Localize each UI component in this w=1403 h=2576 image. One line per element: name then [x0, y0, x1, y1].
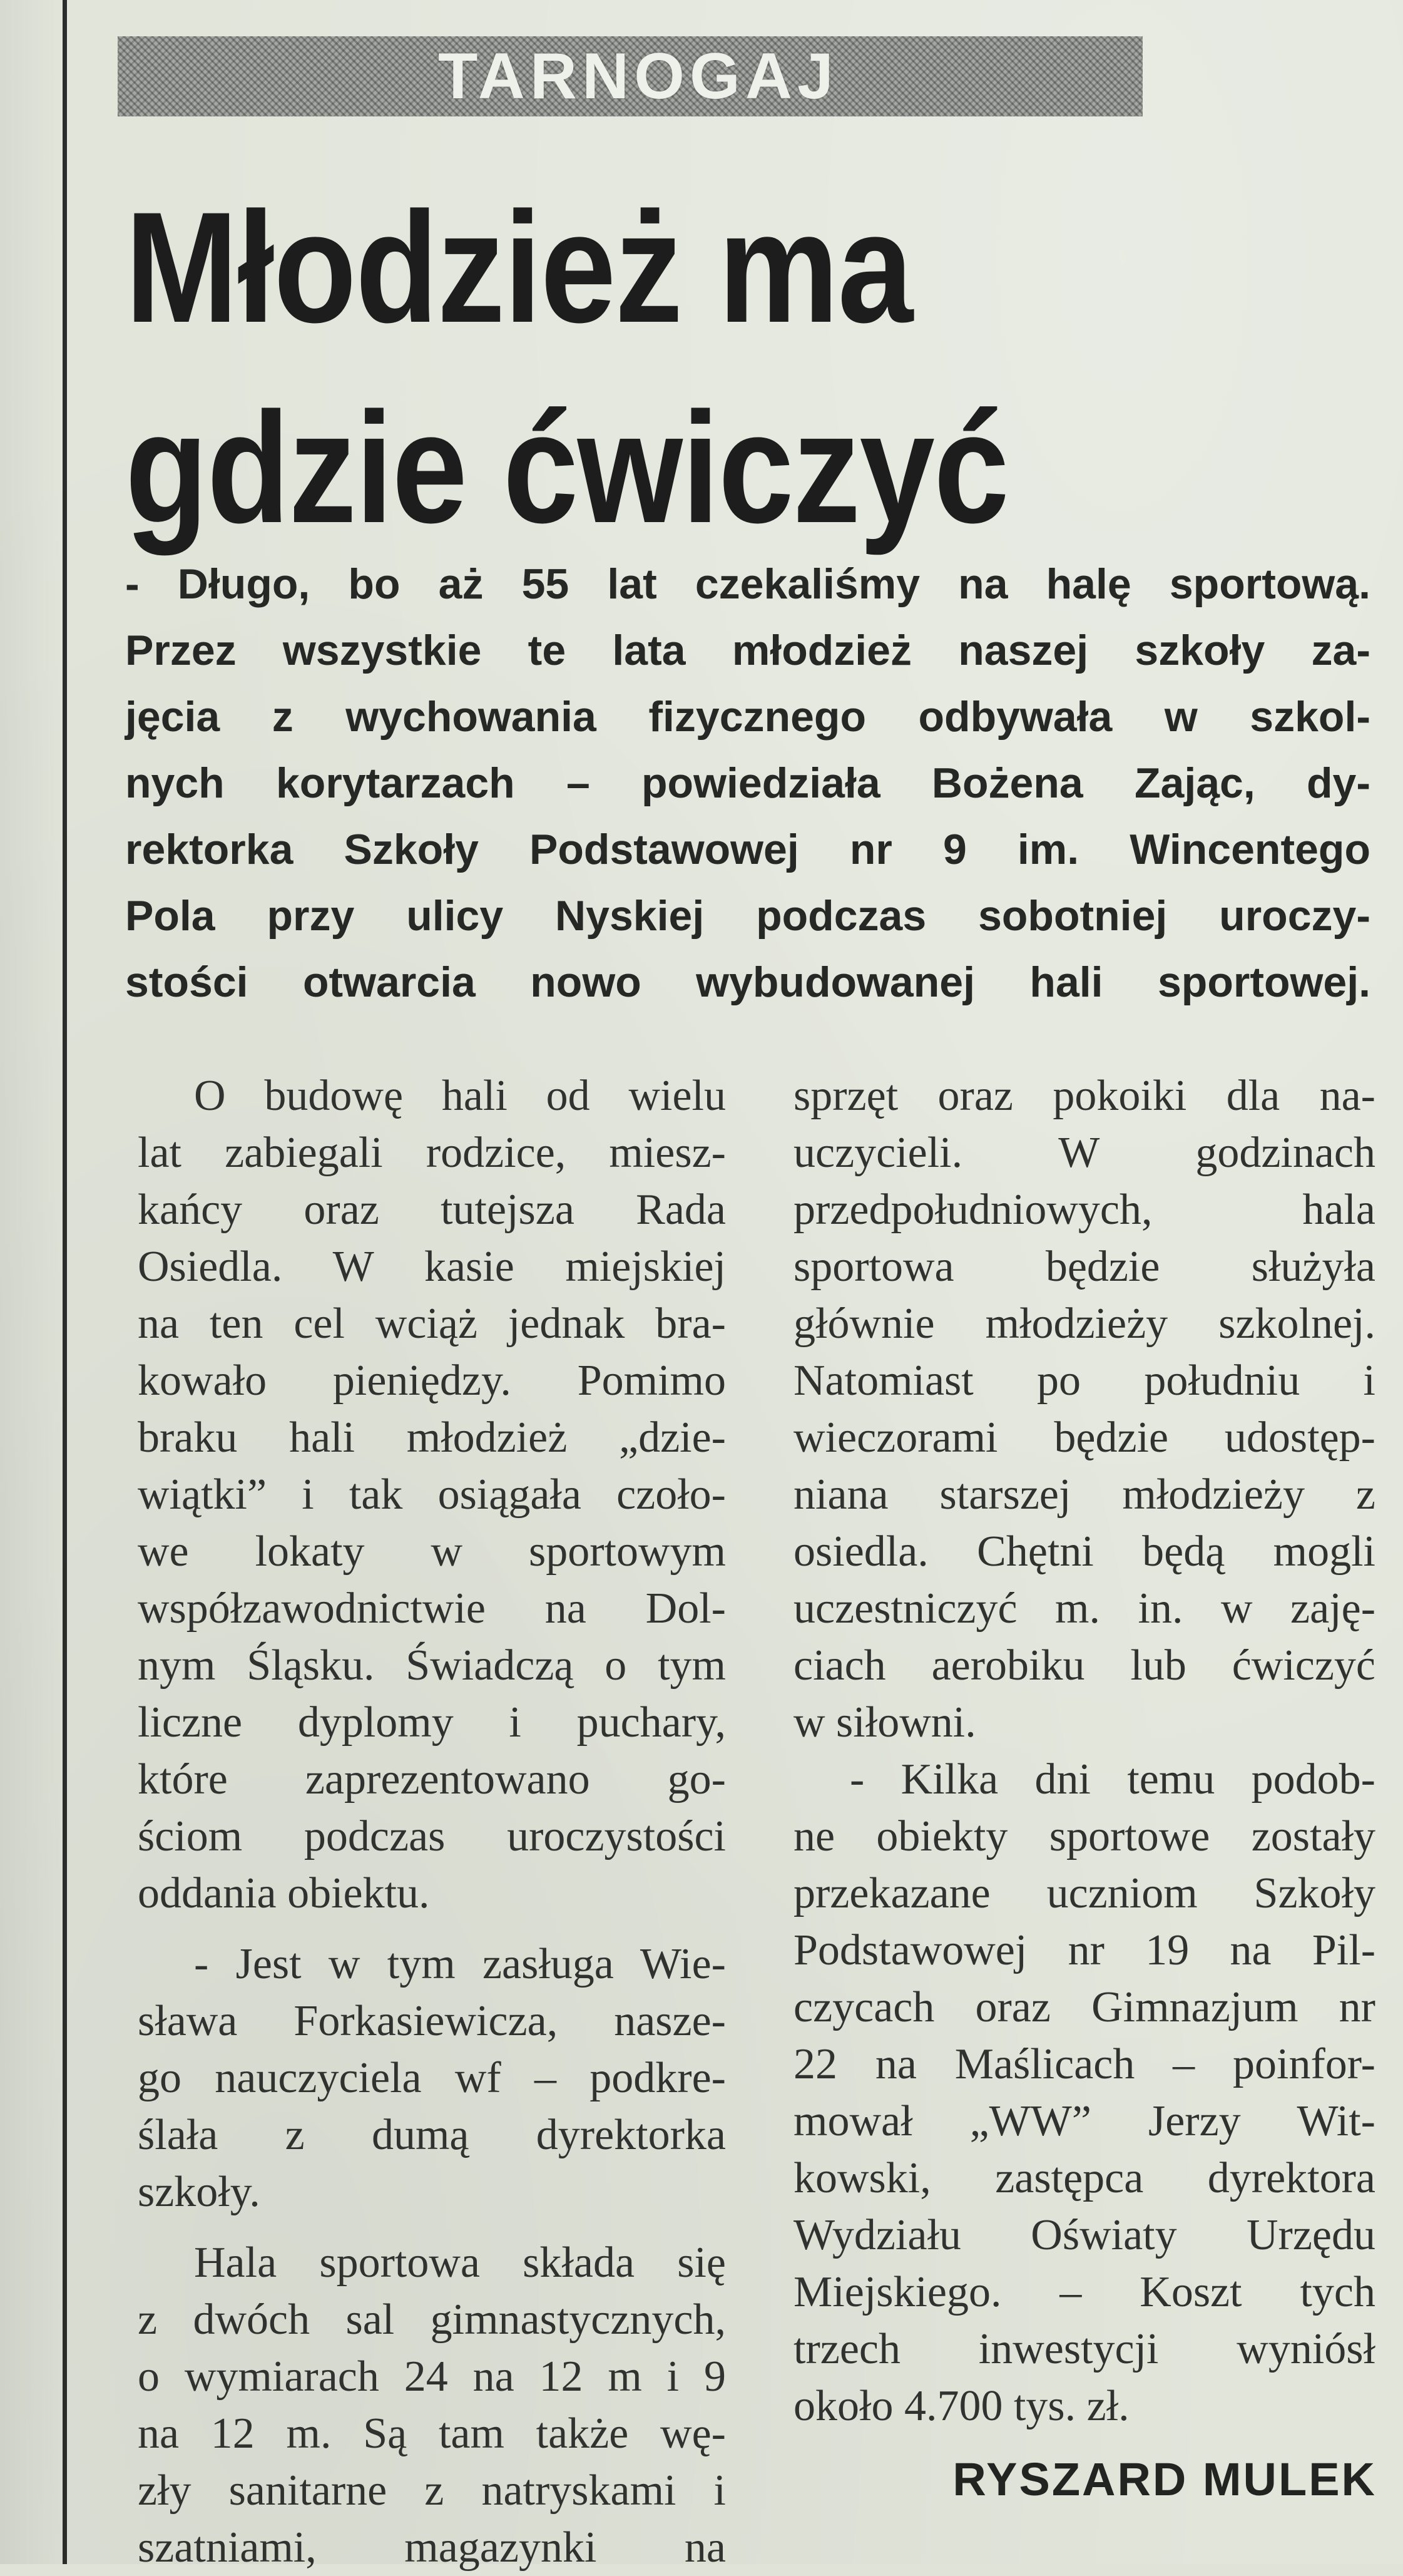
body-line: z dwóch sal gimnastycznych,: [138, 2296, 726, 2344]
body-line: zły sanitarne z natryskami i: [138, 2466, 726, 2515]
body-line: we lokaty w sportowym: [138, 1527, 726, 1576]
body-line: przedpołudniowych, hala: [793, 1186, 1375, 1234]
body-line: O budowę hali od wielu: [194, 1072, 726, 1120]
body-line: - Kilka dni temu podob-: [850, 1755, 1375, 1804]
body-line: niana starszej młodzieży z: [793, 1470, 1375, 1519]
body-line: Natomiast po południu i: [793, 1357, 1375, 1405]
body-line: współzawodnictwie na Dol-: [138, 1584, 726, 1633]
body-line: kańcy oraz tutejsza Rada: [138, 1186, 726, 1234]
body-line: głównie młodzieży szkolnej.: [793, 1300, 1375, 1348]
page-edge-shadow: [0, 0, 63, 2564]
paragraph-gap: [138, 1922, 726, 1936]
body-line: około 4.700 tys. zł.: [793, 2382, 1130, 2430]
lead-line: jęcia z wychowania fizycznego odbywała w szkol-: [125, 693, 1370, 741]
body-line: lat zabiegali rodzice, miesz-: [138, 1129, 726, 1177]
body-line: o wymiarach 24 na 12 m i 9: [138, 2353, 726, 2401]
body-column-left: [138, 1067, 726, 2576]
left-column-rule: [63, 0, 67, 2564]
body-line: oddania obiektu.: [138, 1869, 430, 1917]
body-line: które zaprezentowano go-: [138, 1755, 726, 1804]
author-byline: RYSZARD MULEK: [952, 2453, 1377, 2505]
body-line: - Jest w tym zasługa Wie-: [194, 1940, 726, 1988]
body-column-right: [793, 1067, 1375, 2435]
body-line: trzech inwestycji wyniósł: [793, 2325, 1375, 2373]
lead-line: Przez wszystkie te lata młodzież naszej szkoły za-: [125, 627, 1370, 674]
body-line: ślała z dumą dyrektorka: [138, 2111, 726, 2159]
body-line: na 12 m. Są tam także wę-: [138, 2409, 726, 2458]
body-line: wieczorami będzie udostęp-: [793, 1414, 1375, 1462]
body-line: uczestniczyć m. in. w zaję-: [793, 1584, 1375, 1633]
body-line: sława Forkasiewicza, nasze-: [138, 1997, 726, 2045]
body-line: kowało pieniędzy. Pomimo: [138, 1357, 726, 1405]
body-line: na ten cel wciąż jednak bra-: [138, 1300, 726, 1348]
body-line: ściom podczas uroczystości: [138, 1812, 726, 1860]
body-line: ciach aerobiku lub ćwiczyć: [793, 1641, 1375, 1690]
body-line: wiątki” i tak osiągała czoło-: [138, 1470, 726, 1519]
paragraph-gap: [138, 2220, 726, 2234]
body-line: liczne dyplomy i puchary,: [138, 1698, 726, 1747]
body-line: go nauczyciela wf – podkre-: [138, 2054, 726, 2102]
lead-line: - Długo, bo aż 55 lat czekaliśmy na halę sportową.: [125, 560, 1370, 608]
lead-line: stości otwarcia nowo wybudowanej hali sportowej.: [125, 958, 1370, 1006]
section-label: TARNOGAJ: [438, 40, 839, 113]
body-line: Miejskiego. – Koszt tych: [793, 2268, 1375, 2316]
article-headline: [125, 168, 1148, 568]
body-line: w siłowni.: [793, 1698, 976, 1747]
lead-line: nych korytarzach – powiedziała Bożena Zając, dy-: [125, 759, 1370, 807]
body-line: sprzęt oraz pokoiki dla na-: [793, 1072, 1375, 1120]
body-line: Podstawowej nr 19 na Pil-: [793, 1926, 1375, 1974]
body-line: Hala sportowa składa się: [194, 2239, 726, 2287]
body-line: przekazane uczniom Szkoły: [793, 1869, 1375, 1917]
body-line: braku hali młodzież „dzie-: [138, 1414, 726, 1462]
body-line: kowski, zastępca dyrektora: [793, 2154, 1375, 2202]
body-line: Wydziału Oświaty Urzędu: [793, 2211, 1375, 2259]
body-line: czycach oraz Gimnazjum nr: [793, 1983, 1375, 2031]
headline-line-2: gdzie ćwiczyć: [125, 380, 1008, 556]
headline-line-1: Młodzież ma: [125, 180, 912, 356]
body-line: sportowa będzie służyła: [793, 1243, 1375, 1291]
body-line: mował „WW” Jerzy Wit-: [793, 2097, 1375, 2145]
lead-line: Pola przy ulicy Nyskiej podczas sobotniej uroczy-: [125, 892, 1370, 940]
body-line: osiedla. Chętni będą mogli: [793, 1527, 1375, 1576]
body-line: nym Śląsku. Świadczą o tym: [138, 1641, 726, 1690]
body-line: ne obiekty sportowe zostały: [793, 1812, 1375, 1860]
article-lead: [125, 551, 1370, 1015]
body-line: 22 na Maślicach – poinfor-: [793, 2040, 1375, 2088]
body-line: Osiedla. W kasie miejskiej: [138, 1243, 726, 1291]
body-line: szkoły.: [138, 2168, 260, 2216]
body-line: uczycieli. W godzinach: [793, 1129, 1375, 1177]
body-line: szatniami, magazynki na: [138, 2523, 726, 2572]
lead-line: rektorka Szkoły Podstawowej nr 9 im. Wincentego: [125, 826, 1370, 873]
